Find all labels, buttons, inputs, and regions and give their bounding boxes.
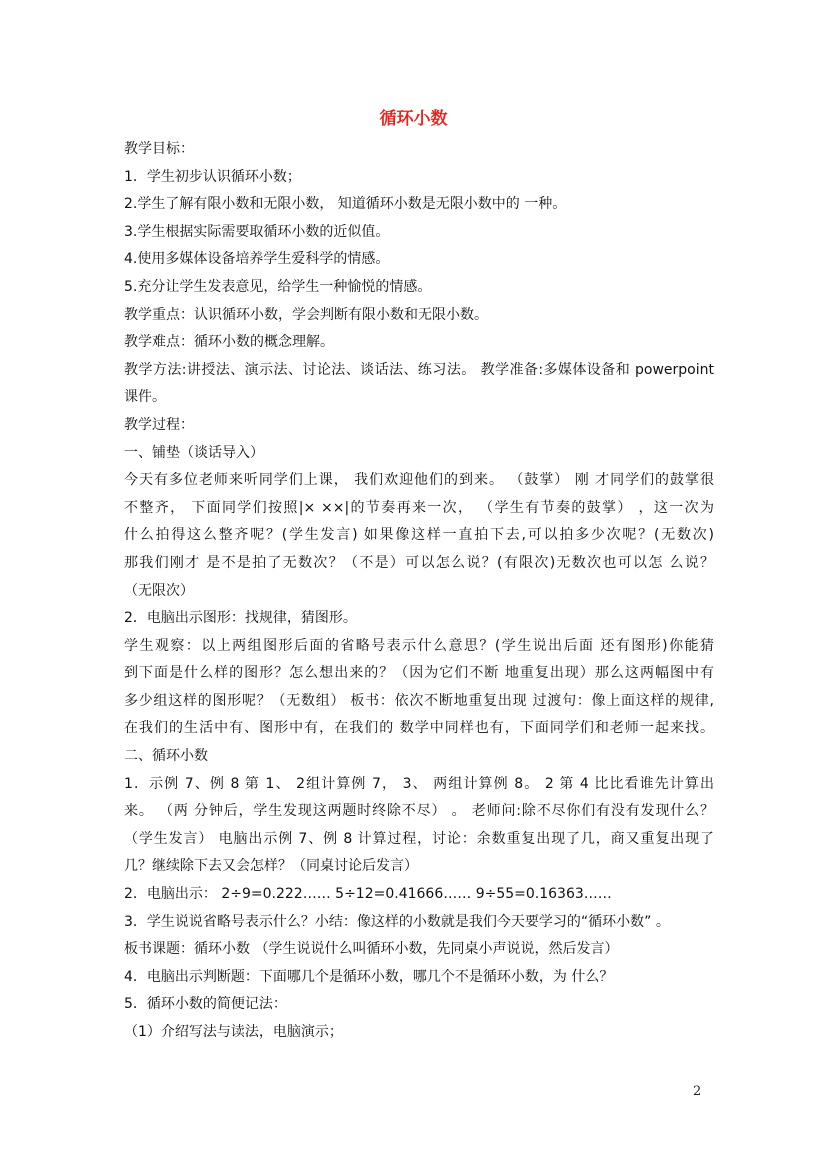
text-line: 板书课题：循环小数 （学生说说什么叫循环小数，先同桌小声说说，然后发言） [124,941,619,958]
text-line: 3．学生说说省略号表示什么？小结：像这样的小数就是我们今天要学习的“循环小数” 。 [124,913,670,930]
text-line: 教学目标： [124,141,194,157]
text-line: 5．循环小数的简便记法： [124,996,287,1013]
text-line: （1）介绍写法与读法，电脑演示； [124,1024,343,1040]
text-line: （无限次） [124,582,194,599]
text-line: 4．电脑出示判断题：下面哪几个是循环小数，哪几个不是循环小数，为 什么？ [124,968,614,985]
text-line: 在我们的生活中有、图形中有，在我们的 数学中同样也有，下面同学们和老师一起来找。 [124,720,714,737]
text-line: 教学方法:讲授法、演示法、讨论法、谈话法、练习法。 教学准备:多媒体设备和 powerpoint [124,361,714,378]
text-line: 1．学生初步认识循环小数； [124,168,301,185]
text-line: 4.使用多媒体设备培养学生爱科学的情感。 [124,251,390,268]
text-line: 课件。 [124,389,166,406]
text-line: 什么拍得这么整齐呢？(学生发言) 如果像这样一直拍下去,可以拍多少次呢？(无数次) [124,527,714,544]
text-line: 2．电脑出示图形：找规律，猜图形。 [124,610,357,627]
text-line: 那我们刚才 是不是拍了无数次？（不是）可以怎么说？(有限次)无数次也可以怎 么说？ [124,554,714,571]
text-line: 学生观察：以上两组图形后面的省略号表示什么意思？(学生说出后面 还有图形)你能猜 [124,637,714,654]
text-line: 教学难点：循环小数的概念理解。 [124,334,334,351]
text-line: 5.充分让学生发表意见，给学生一种愉悦的情感。 [124,278,432,295]
text-line: 多少组这样的图形呢？（无数组） 板书：依次不断地重复出现 过渡句：像上面这样的规律, [124,692,714,709]
document-title: 循环小数 [379,109,448,129]
text-line: 来。 （两 分钟后，学生发现这两题时终除不尽） 。 老师问:除不尽你们有没有发现什么？ [124,803,714,820]
document-body [124,136,714,1047]
text-line: 3.学生根据实际需要取循环小数的近似值。 [124,223,390,240]
text-line: 教学重点：认识循环小数，学会判断有限小数和无限小数。 [124,306,488,323]
text-line: 不整齐， 下面同学们按照|× ××|的节奏再来一次， （学生有节奏的鼓掌） ，这一次为 [124,499,714,516]
text-line: 一、铺垫（谈话导入） [124,444,264,461]
text-line: 到下面是什么样的图形？怎么想出来的？（因为它们不断 地重复出现）那么这两幅图中有 [124,665,714,682]
text-line: 二、循环小数 [124,748,208,765]
text-line: 今天有多位老师来听同学们上课， 我们欢迎他们的到来。 （鼓掌） 刚 才同学们的鼓掌很 [124,472,714,489]
text-line: 1．示例 7、例 8 第 1、 2组计算例 7， 3、 两组计算例 8。 2 第 4 比比看谁先计算出 [124,775,714,792]
text-line: 2．电脑出示： 2÷9=0.222…… 5÷12=0.41666…… 9÷55=0.16363…… [124,886,612,903]
page-number: 2 [693,1084,702,1099]
text-line: 2.学生了解有限小数和无限小数， 知道循环小数是无限小数中的 一种。 [124,196,567,213]
text-line: 教学过程： [124,416,194,433]
text-line: （学生发言） 电脑出示例 7、例 8 计算过程，讨论：余数重复出现了几，商又重复出现了 [124,830,714,847]
text-line: 几？继续除下去又会怎样？（同桌讨论后发言） [124,858,418,875]
